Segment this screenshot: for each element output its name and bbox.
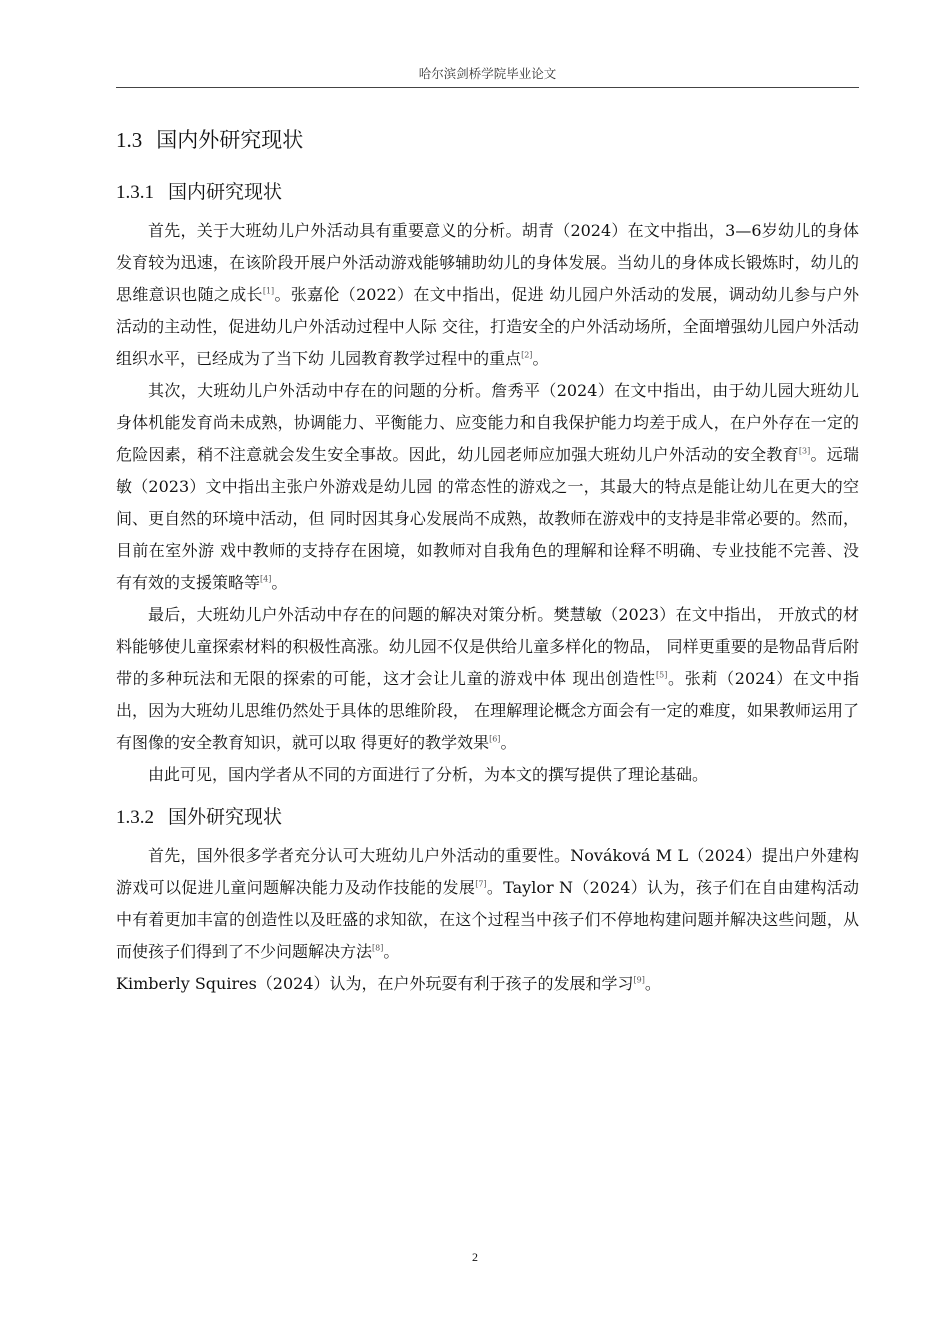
running-header: 哈尔滨剑桥学院毕业论文 — [418, 66, 557, 81]
section-heading — [116, 120, 859, 160]
subsection-number: 1.3.1 — [116, 182, 154, 203]
subsection-heading-domestic — [116, 174, 859, 211]
page-content — [116, 120, 859, 1000]
paragraph-kimberly: Kimberly Squires（2024）认为，在户外玩耍有利于孩子的发展和学习[9]。 — [116, 974, 661, 993]
paragraph-foreign-importance: 首先，国外很多学者充分认可大班幼儿户外活动的重要性。Nováková M L（2024）提出户外建构游戏可以促进儿童问题解决能力及动作技能的发展[7]。Taylor N（2024）认为，孩子们在自由建构活动中有着更加丰富的创造性以及旺盛的求知欲，在这个过程当中孩子们不停地构建问题并解决这些问题，从而使孩子们得到了不少问题解决方法[8]。 — [116, 846, 859, 961]
paragraph-solutions: 最后，大班幼儿户外活动中存在的问题的解决对策分析。樊慧敏（2023）在文中指出， 开放式的材料能够使儿童探索材料的积极性高涨。幼儿园不仅是供给儿童多样化的物品， 同样更重要的是物品背后附带的多种玩法和无限的探索的可能，这才会让儿童的游戏中体 现出创造性[5]。张莉（2024）在文中指出，因为大班幼儿思维仍然处于具体的思维阶段， 在理解理论概念方面会有一定的难度，如果教师运用了有图像的安全教育知识，就可以取 得更好的教学效果[6]。 — [116, 605, 859, 752]
citation-8: [8] — [372, 943, 384, 953]
header-rule — [116, 87, 859, 88]
subsection-number: 1.3.2 — [116, 807, 154, 828]
paragraph-importance: 首先，关于大班幼儿户外活动具有重要意义的分析。胡青（2024）在文中指出，3—6岁幼儿的身体发育较为迅速，在该阶段开展户外活动游戏能够辅助幼儿的身体发展。当幼儿的身体成长锻炼时，幼儿的思维意识也随之成长[1]。张嘉伦（2022）在文中指出，促进 幼儿园户外活动的发展，调动幼儿参与户外活动的主动性，促进幼儿户外活动过程中人际 交往，打造安全的户外活动场所，全面增强幼儿园户外活动组织水平，已经成为了当下幼 儿园教育教学过程中的重点[2]。 — [116, 221, 859, 368]
citation-9: [9] — [633, 975, 645, 985]
subsection-title: 国外研究现状 — [168, 806, 283, 828]
paragraph-summary: 由此可见，国内学者从不同的方面进行了分析，为本文的撰写提供了理论基础。 — [148, 765, 709, 784]
citation-5: [5] — [655, 670, 668, 680]
citation-7: [7] — [475, 879, 487, 889]
paragraph-problems: 其次，大班幼儿户外活动中存在的问题的分析。詹秀平（2024）在文中指出，由于幼儿园大班幼儿身体机能发育尚未成熟，协调能力、平衡能力、应变能力和自我保护能力均差于成人，在户外存在一定的危险因素，稍不注意就会发生安全事故。因此，幼儿园老师应加强大班幼儿户外活动的安全教育[3]。远瑞敏（2023）文中指出主张户外游戏是幼儿园 的常态性的游戏之一，其最大的特点是能让幼儿在更大的空间、更自然的环境中活动，但 同时因其身心发展尚不成熟，故教师在游戏中的支持是非常必要的。然而， 目前在室外游 戏中教师的支持存在困境，如教师对自我角色的理解和诠释不明确、专业技能不完善、没 有有效的支援策略等[4]。 — [116, 381, 859, 592]
citation-4: [4] — [260, 574, 272, 584]
citation-2: [2] — [521, 350, 533, 360]
section-title: 国内外研究现状 — [156, 128, 304, 152]
subsection-title: 国内研究现状 — [168, 181, 283, 203]
citation-3: [3] — [798, 446, 811, 456]
citation-1: [1] — [262, 286, 275, 296]
citation-6: [6] — [489, 734, 501, 744]
subsection-heading-foreign — [116, 799, 859, 836]
page-number: 2 — [472, 1250, 478, 1264]
section-number: 1.3 — [116, 128, 143, 152]
